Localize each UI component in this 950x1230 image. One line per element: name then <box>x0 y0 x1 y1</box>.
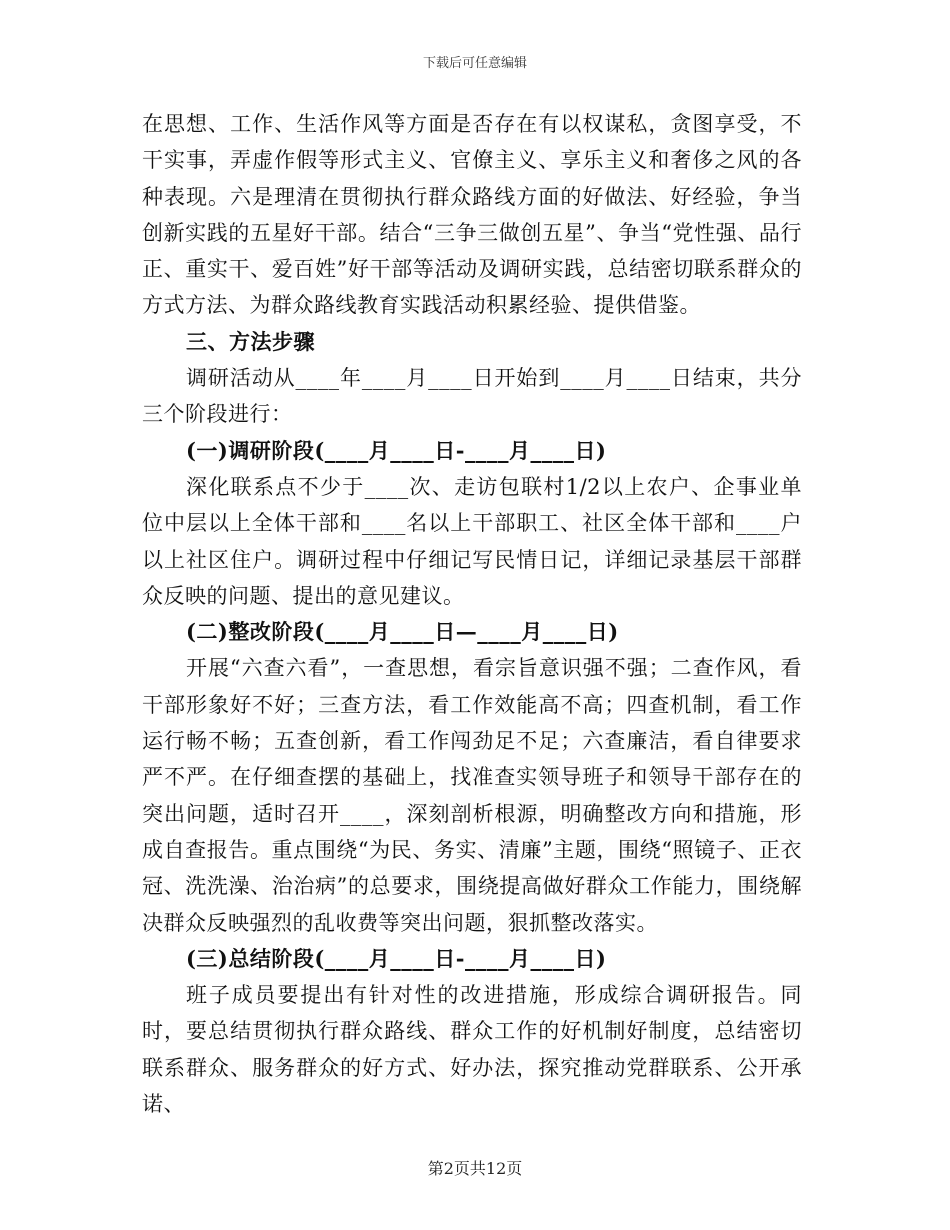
subheading-summary-phase: (三)总结阶段(____月____日-____月____日) <box>186 945 607 971</box>
subheading-research-phase: (一)调研阶段(____月____日-____月____日) <box>186 437 607 463</box>
section-heading-methods: 三、方法步骤 <box>186 328 315 354</box>
page-header: 下载后可任意编辑 <box>422 56 527 71</box>
document-body <box>142 106 802 1122</box>
paragraph-schedule: 调研活动从____年____月____日开始到____月____日结束，共分三个阶段进行： <box>142 366 802 427</box>
subheading-rectification-phase: (二)整改阶段(____月____日—____月____日) <box>186 619 619 645</box>
paragraph-research-phase: 深化联系点不少于____次、走访包联村1/2以上农户、企事业单位中层以上全体干部和____名以上干部职工、社区全体干部和____户以上社区住户。调研过程中仔细记写民情日记，详细记录基层干部群众反映的问题、提出的意见建议。 <box>142 474 802 608</box>
paragraph-rectification-phase: 开展“六查六看”，一查思想，看宗旨意识强不强；二查作风，看干部形象好不好；三查方法，看工作效能高不高；四查机制，看工作运行畅不畅；五查创新，看工作闯劲足不足；六查廉洁，看自律要求严不严。在仔细查摆的基础上，找准查实领导班子和领导干部存在的突出问题，适时召开____，深刻剖析根源，明确整改方向和措施，形成自查报告。重点围绕“为民、务实、清廉”主题，围绕“照镜子、正衣冠、洗洗澡、治治病”的总要求，围绕提高做好群众工作能力，围绕解决群众反映强烈的乱收费等突出问题，狠抓整改落实。 <box>142 656 802 935</box>
paragraph-1: 在思想、工作、生活作风等方面是否存在有以权谋私，贪图享受，不干实事，弄虚作假等形式主义、官僚主义、享乐主义和奢侈之风的各种表现。六是理清在贯彻执行群众路线方面的好做法、好经验，争当创新实践的五星好干部。结合“三争三做创五星”、争当“党性强、品行正、重实干、爱百姓”好干部等活动及调研实践，总结密切联系群众的方式方法、为群众路线教育实践活动积累经验、提供借鉴。 <box>142 112 802 318</box>
page-number: 第2页共12页 <box>427 1159 523 1178</box>
paragraph-summary-phase: 班子成员要提出有针对性的改进措施，形成综合调研报告。同时，要总结贯彻执行群众路线、群众工作的好机制好制度，总结密切联系群众、服务群众的好方式、好办法，探究推动党群联系、公开承诺、 <box>142 983 802 1117</box>
